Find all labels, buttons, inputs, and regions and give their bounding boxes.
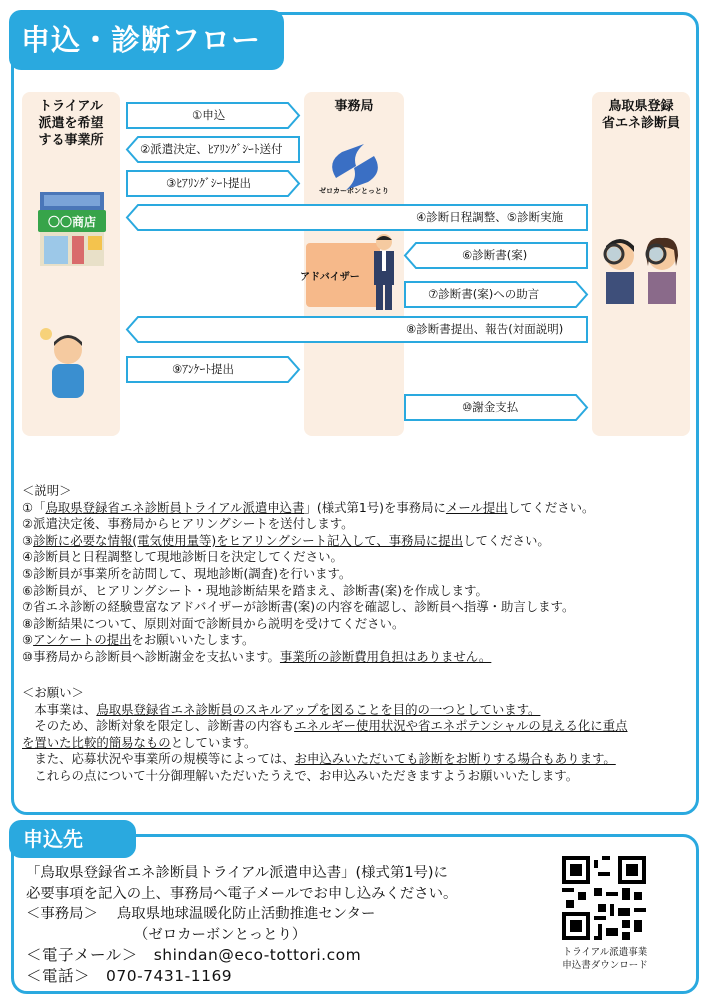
explanation-line-1: ①「鳥取県登録省エネ診断員トライアル派遣申込書」(様式第1号)を事務局にメール提出してください。	[22, 499, 595, 515]
apply-line-2: 必要事項を記入の上、事務局へ電子メールでお申し込みください。	[26, 885, 458, 902]
step-4-arrow	[126, 204, 588, 231]
qr-caption: トライアル派遣事業 申込書ダウンロード	[562, 947, 648, 971]
explanation-line-5: ⑤診断員が事業所を訪問して、現地診断(調査)を行います。	[22, 565, 352, 581]
step-10-arrow	[404, 394, 588, 421]
step-6-label: ⑥診断書(案)	[462, 248, 528, 262]
step-3-label: ③ﾋｱﾘﾝｸﾞｼｰﾄ提出	[166, 176, 252, 190]
step-6-arrow	[404, 242, 588, 269]
applicant-person-icon	[36, 320, 96, 400]
advisor-person-icon	[368, 232, 400, 312]
apply-email: ＜電子メール＞ shindan@eco-tottori.com	[26, 946, 362, 965]
step-1-label: ①申込	[192, 108, 226, 122]
step-2-label: ②派遣決定、ﾋｱﾘﾝｸﾞｼｰﾄ送付	[140, 142, 283, 156]
request-line-3: を置いた比較的簡易なものとしています。	[22, 734, 257, 750]
secretariat-heading: 事務局	[334, 99, 374, 114]
apply-details	[26, 863, 556, 987]
step-1-arrow	[126, 102, 300, 129]
explanation-heading: ＜説明＞	[22, 483, 72, 498]
apply-phone: ＜電話＞ 070-7431-1169	[26, 966, 233, 985]
logo-text: ゼロカーボンとっとり	[319, 187, 389, 195]
diagnostician-heading: 鳥取県登録 省エネ診断員	[601, 99, 680, 131]
explanation-section	[22, 483, 692, 666]
diagnosticians-icon	[596, 226, 686, 304]
explanation-line-7: ⑦省エネ診断の経験豊富なアドバイザーが診断書(案)の内容を確認し、診断員へ指導・助言します。	[22, 599, 575, 615]
explanation-line-4: ④診断員と日程調整して現地診断日を決定してください。	[22, 549, 343, 565]
page-title: 申込・診断フロー	[9, 10, 284, 70]
advisor-label: アドバイザー	[300, 272, 360, 283]
shop-icon	[36, 190, 108, 266]
apply-office-sub: （ゼロカーボンとっとり）	[26, 926, 307, 943]
step-4-label: ④診断日程調整、⑤診断実施	[416, 210, 564, 224]
apply-title: 申込先	[9, 820, 136, 858]
apply-office: ＜事務局＞ 鳥取県地球温暖化防止活動推進センター	[26, 906, 376, 923]
request-section	[22, 685, 694, 785]
qr-code-icon[interactable]	[562, 856, 646, 940]
request-line-1: 本事業は、鳥取県登録省エネ診断員のスキルアップを図ることを目的の一つとしています。	[22, 701, 541, 717]
request-heading: ＜お願い＞	[22, 685, 84, 700]
request-line-5: これらの点について十分御理解いただいたうえで、お申込みいただきますようお願いいたします。	[22, 767, 579, 783]
explanation-line-6: ⑥診断員が、ヒアリングシート・現地診断結果を踏まえ、診断書(案)を作成します。	[22, 582, 488, 598]
explanation-line-3: ③診断に必要な情報(電気使用量等)をヒアリングシート記入して、事務局に提出してください。	[22, 532, 550, 548]
explanation-line-9: ⑨アンケートの提出をお願いいたします。	[22, 632, 255, 648]
step-8-arrow	[126, 316, 588, 343]
explanation-line-10: ⑩事務局から診断員へ診断謝金を支払います。事業所の診断費用負担はありません。	[22, 648, 492, 664]
explanation-line-8: ⑧診断結果について、原則対面で診断員から説明を受けてください。	[22, 615, 405, 631]
step-3-arrow	[126, 170, 300, 197]
explanation-line-2: ②派遣決定後、事務局からヒアリングシートを送付します。	[22, 516, 354, 532]
step-9-label: ⑨ｱﾝｹｰﾄ提出	[172, 362, 235, 376]
step-9-arrow	[126, 356, 300, 383]
svg-text:〇〇商店: 〇〇商店	[47, 215, 97, 229]
step-8-label: ⑧診断書提出、報告(対面説明)	[406, 322, 564, 336]
request-line-4: また、応募状況や事業所の規模等によっては、お申込みいただいても診断をお断りする場合もあります。	[22, 751, 616, 767]
request-line-2: そのため、診断対象を限定し、診断書の内容もエネルギー使用状況や省エネポテンシャルの見える化に重点	[22, 718, 628, 734]
step-10-label: ⑩謝金支払	[462, 400, 519, 414]
apply-line-1: 「鳥取県登録省エネ診断員トライアル派遣申込書」(様式第1号)に	[26, 865, 448, 881]
applicant-heading: トライアル 派遣を希望 する事業所	[38, 99, 104, 148]
step-2-arrow	[126, 136, 300, 163]
step-7-arrow	[404, 281, 588, 308]
step-7-label: ⑦診断書(案)への助言	[428, 287, 540, 301]
